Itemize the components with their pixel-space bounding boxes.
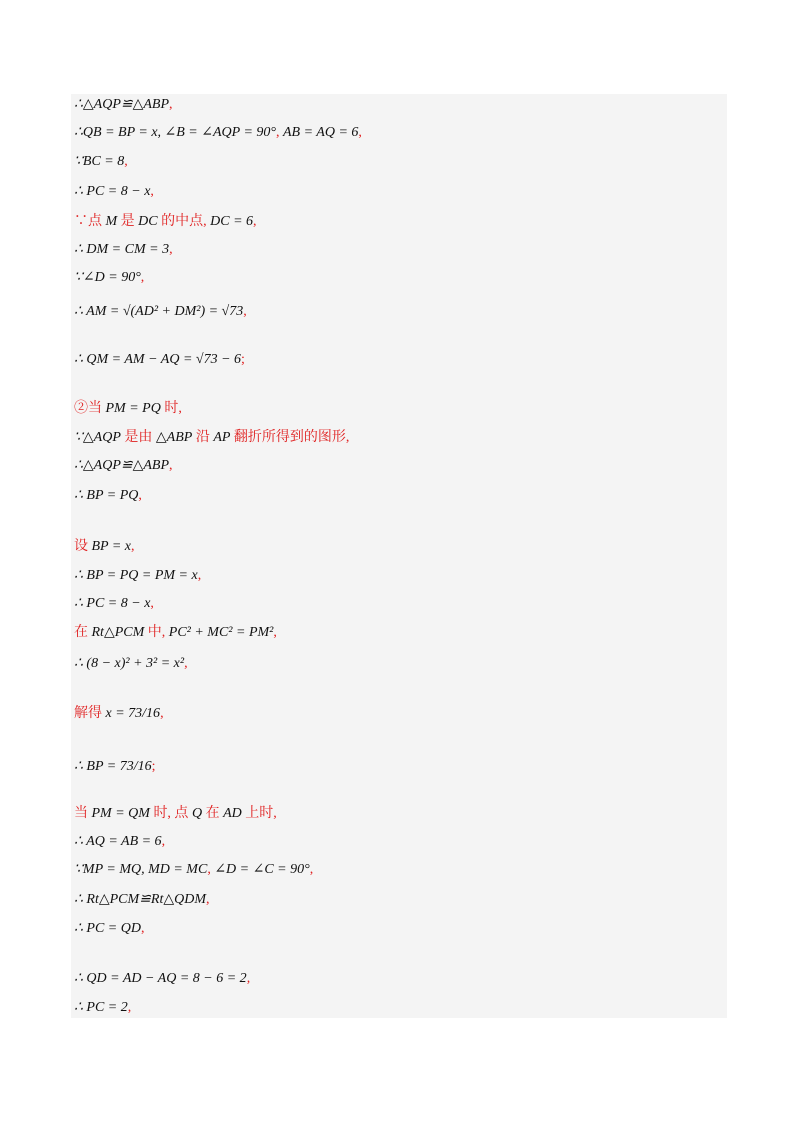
- solution-line: [74, 891, 210, 909]
- solution-line: [74, 758, 156, 776]
- math-expression: ∴△AQP≌△ABP: [74, 458, 170, 473]
- math-expression: AD: [223, 806, 242, 821]
- annotation-text: 设: [74, 539, 92, 554]
- math-expression: ∴ BP = PQ: [74, 488, 139, 503]
- annotation-text: ,: [197, 568, 202, 583]
- annotation-text: ,: [169, 97, 173, 112]
- math-expression: ∴ AM = √(AD² + DM²) = √73: [74, 304, 244, 319]
- annotation-text: 沿: [192, 430, 214, 445]
- annotation-text: ,: [140, 270, 145, 285]
- annotation-text: ,: [140, 921, 145, 936]
- solution-line: [74, 567, 201, 585]
- annotation-text: ,: [276, 125, 283, 140]
- solution-line: [74, 124, 362, 142]
- math-expression: ∴ Rt△PCM≌Rt△QDM: [74, 892, 206, 907]
- annotation-text: ,: [161, 834, 166, 849]
- math-expression: PC² + MC² = PM²: [168, 625, 274, 640]
- math-expression: ∴ QD = AD − AQ = 8 − 6 = 2: [74, 971, 247, 986]
- math-expression: ∴△AQP≌△ABP: [74, 97, 170, 112]
- solution-line: [74, 429, 349, 447]
- solution-line: [74, 487, 142, 505]
- annotation-text: ,: [273, 625, 277, 640]
- annotation-text: 在: [202, 806, 224, 821]
- math-expression: ∠D = ∠C = 90°: [214, 862, 310, 877]
- math-expression: ∴ PC = 2: [74, 1000, 128, 1015]
- math-expression: DC: [138, 214, 158, 229]
- math-expression: PM = QM: [91, 806, 150, 821]
- solution-line: [74, 538, 135, 556]
- annotation-text: ,: [169, 458, 173, 473]
- math-expression: x = 73/16: [105, 706, 161, 721]
- math-expression: BP = x: [91, 539, 132, 554]
- solution-line: [74, 303, 247, 321]
- math-expression: ∴ PC = 8 − x: [74, 596, 151, 611]
- annotation-text: ,: [127, 1000, 132, 1015]
- annotation-text: ,: [150, 184, 154, 199]
- solution-line: [74, 624, 277, 642]
- solution-line: [74, 400, 182, 418]
- annotation-text: 中,: [144, 625, 169, 640]
- math-expression: Q: [191, 806, 203, 821]
- annotation-text: 在: [74, 625, 92, 640]
- annotation-text: 是: [117, 214, 139, 229]
- solution-line: [74, 457, 173, 475]
- annotation-text: 翻折所得到的图形,: [230, 430, 350, 445]
- annotation-text: ,: [243, 304, 247, 319]
- annotation-text: 是由: [120, 430, 156, 445]
- annotation-text: 上时,: [241, 806, 277, 821]
- annotation-text: ,: [309, 862, 314, 877]
- solution-line: [74, 213, 257, 231]
- solution-line: [74, 655, 188, 673]
- annotation-text: 时, 点: [149, 806, 192, 821]
- annotation-text: ∵点: [74, 214, 106, 229]
- solution-line: [74, 241, 173, 259]
- math-expression: △ABP: [155, 430, 193, 445]
- annotation-text: 的中点,: [157, 214, 211, 229]
- annotation-text: ;: [151, 759, 156, 774]
- math-expression: ∴ (8 − x)² + 3² = x²: [74, 656, 185, 671]
- math-expression: AP: [213, 430, 231, 445]
- solution-line: [74, 833, 165, 851]
- solution-line: [74, 96, 173, 114]
- solution-line: [74, 999, 131, 1017]
- math-expression: ∴ BP = 73/16: [74, 759, 152, 774]
- math-expression: ∴ AQ = AB = 6: [74, 834, 162, 849]
- annotation-text: ,: [358, 125, 362, 140]
- math-expression: M: [105, 214, 118, 229]
- math-expression: ∴ PC = QD: [74, 921, 141, 936]
- annotation-text: ,: [246, 971, 251, 986]
- annotation-text: ,: [169, 242, 173, 257]
- annotation-text: ,: [150, 596, 154, 611]
- annotation-text: 时,: [160, 401, 182, 416]
- solution-panel: [71, 94, 727, 1018]
- math-expression: ∴ BP = PQ = PM = x: [74, 568, 198, 583]
- solution-line: [74, 970, 250, 988]
- math-expression: ∵△AQP: [74, 430, 121, 445]
- annotation-text: ;: [241, 352, 245, 367]
- solution-line: [74, 183, 154, 201]
- annotation-text: ,: [160, 706, 164, 721]
- annotation-text: ,: [207, 862, 215, 877]
- annotation-text: ,: [124, 154, 128, 169]
- math-expression: ∵∠D = 90°: [74, 270, 141, 285]
- math-expression: PM = PQ: [105, 401, 161, 416]
- math-expression: DC = 6: [210, 214, 254, 229]
- solution-line: [74, 861, 313, 879]
- annotation-text: ,: [253, 214, 257, 229]
- solution-line: [74, 920, 144, 938]
- annotation-text: 解得: [74, 706, 106, 721]
- annotation-text: ②当: [74, 401, 106, 416]
- annotation-text: 当: [74, 806, 92, 821]
- solution-line: [74, 351, 245, 369]
- annotation-text: ,: [138, 488, 142, 503]
- solution-line: [74, 805, 277, 823]
- math-expression: ∴ QM = AM − AQ = √73 − 6: [74, 352, 242, 367]
- solution-line: [74, 705, 164, 723]
- annotation-text: ,: [131, 539, 135, 554]
- math-expression: AB = AQ = 6: [283, 125, 359, 140]
- solution-line: [74, 595, 154, 613]
- annotation-text: ,: [206, 892, 210, 907]
- math-expression: ∴ PC = 8 − x: [74, 184, 151, 199]
- math-expression: Rt△PCM: [91, 625, 145, 640]
- math-expression: ∴ DM = CM = 3: [74, 242, 170, 257]
- math-expression: ∴QB = BP = x, ∠B = ∠AQP = 90°: [74, 125, 276, 140]
- math-expression: ∵BC = 8: [74, 154, 125, 169]
- annotation-text: ,: [184, 656, 188, 671]
- solution-line: [74, 269, 144, 287]
- math-expression: ∵MP = MQ, MD = MC: [74, 862, 208, 877]
- solution-line: [74, 153, 128, 171]
